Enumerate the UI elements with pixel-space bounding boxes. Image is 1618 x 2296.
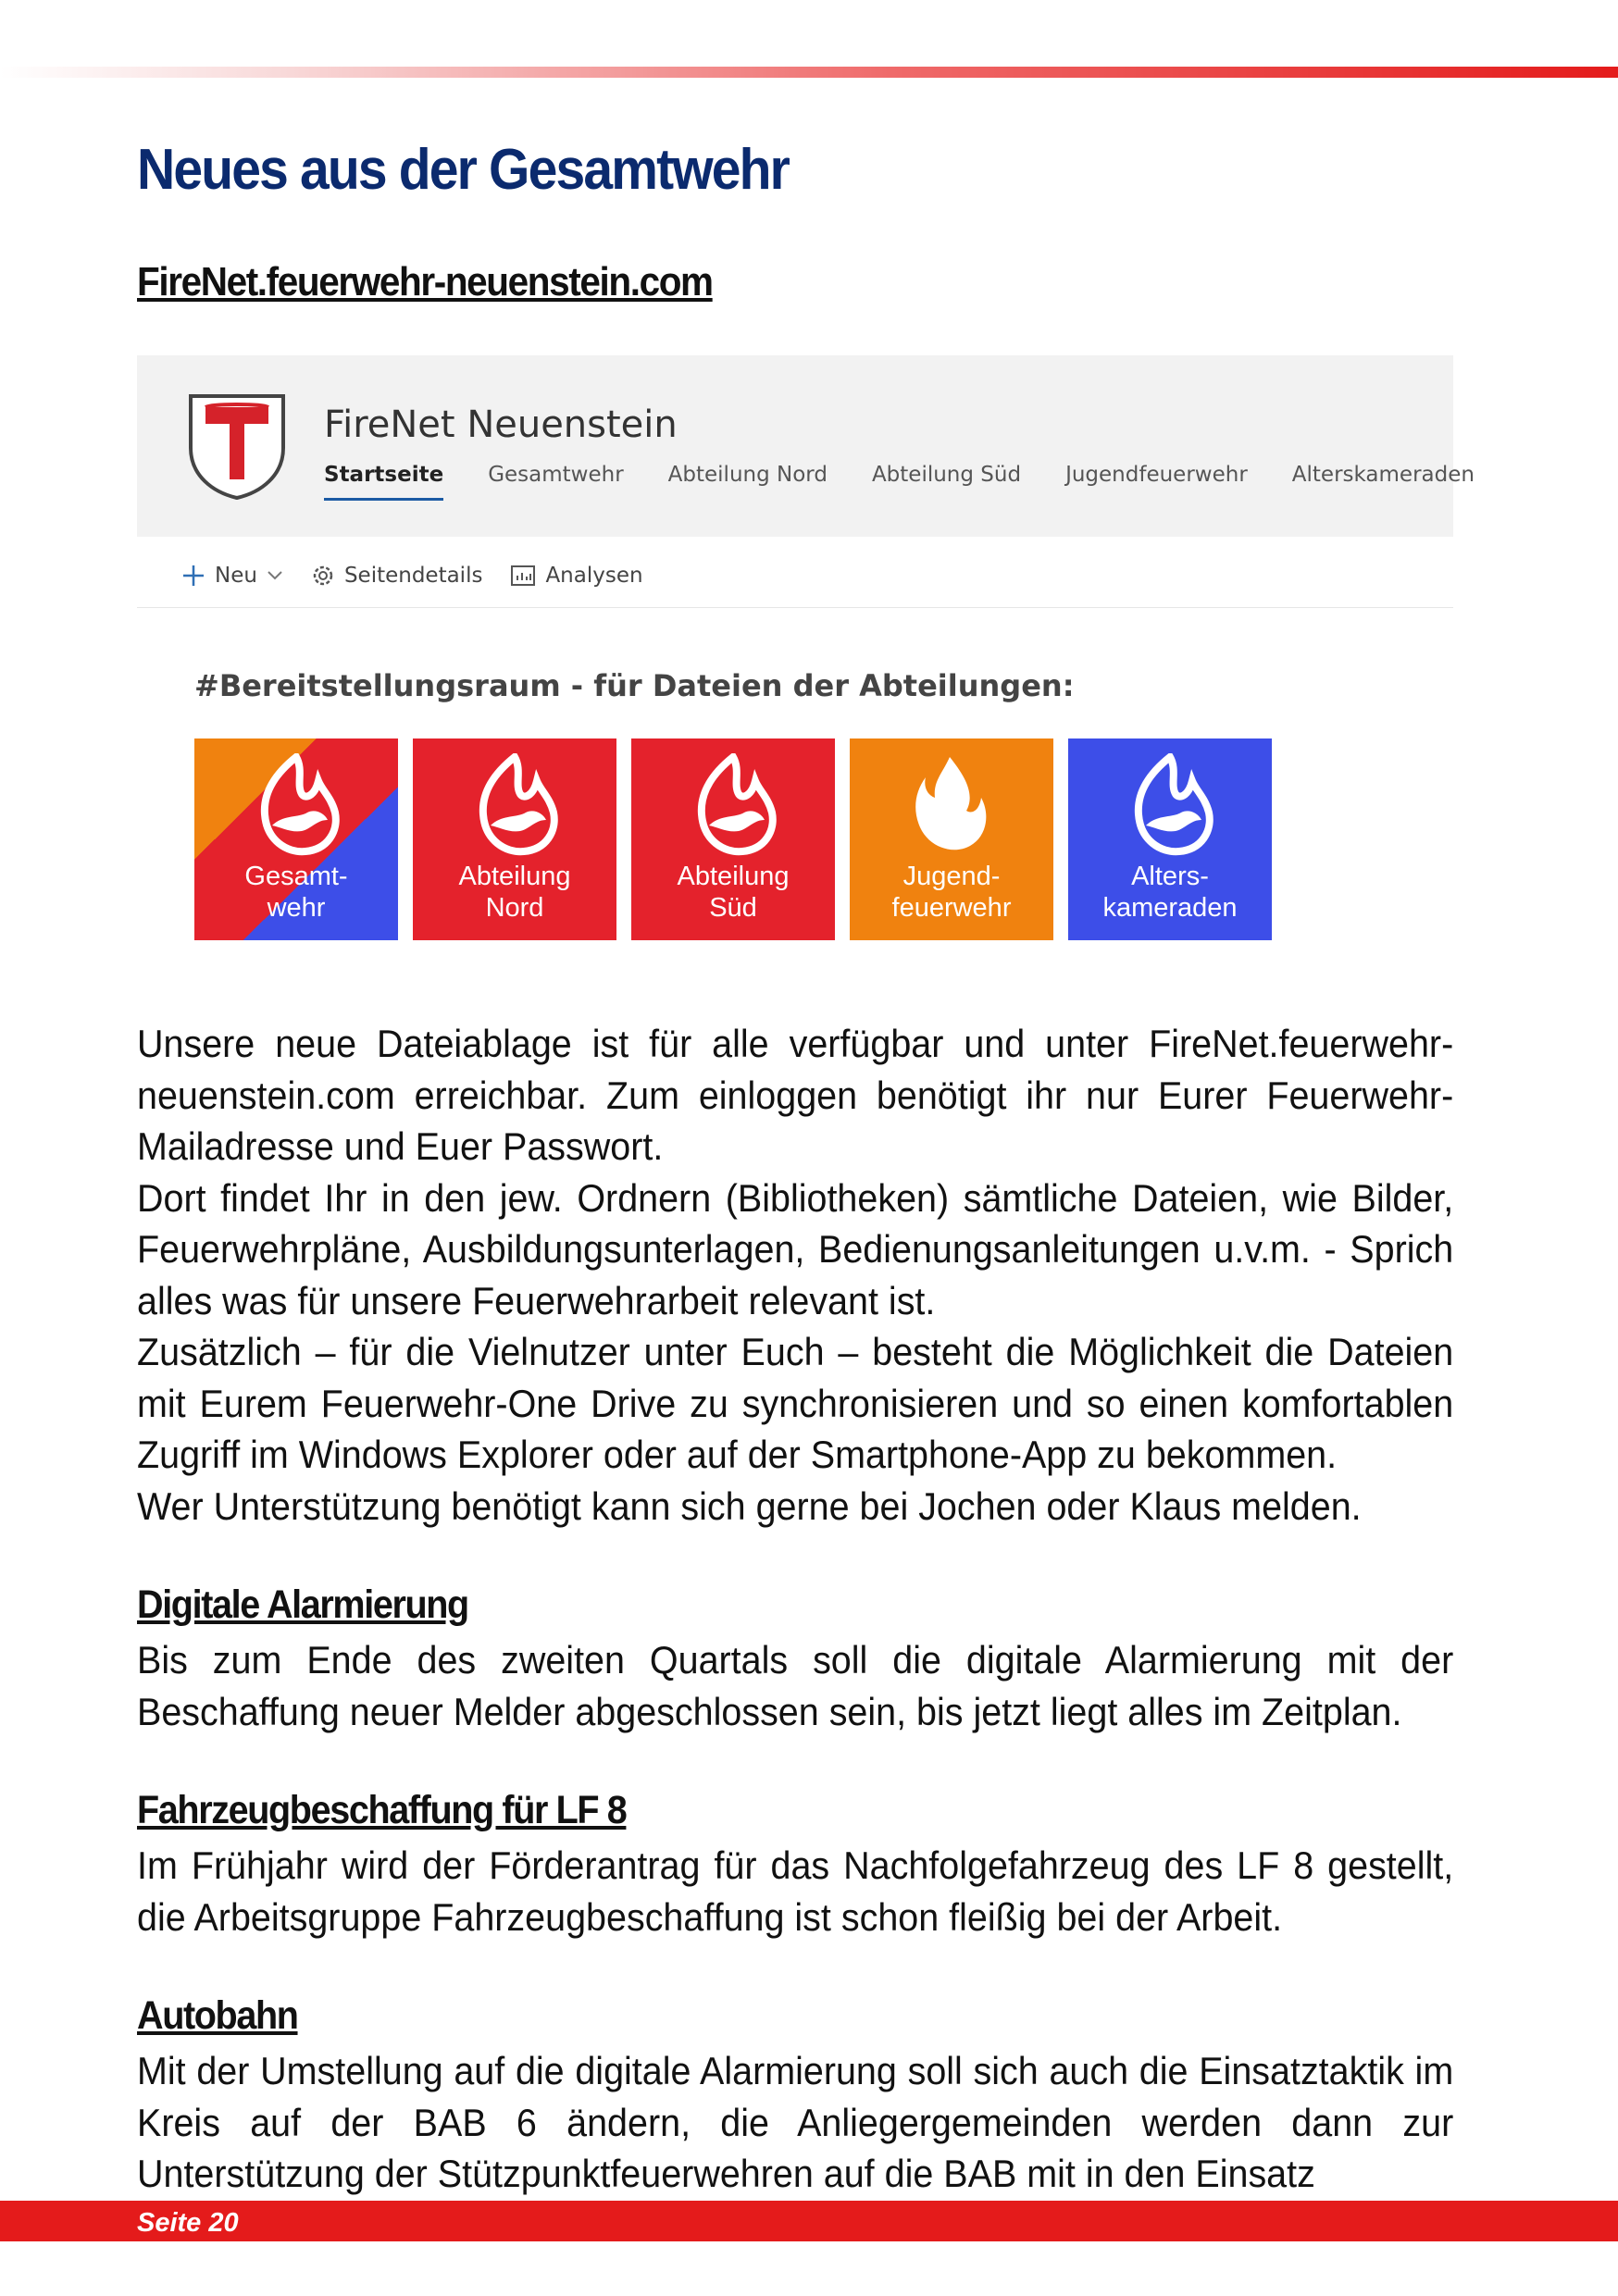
tab-gesamtwehr[interactable]: Gesamtwehr (488, 463, 624, 487)
paragraph: Mit der Umstellung auf die digitale Alarmierung soll sich auch die Einsatztaktik im Kreis auf der BAB 6 ändern, die Anliegergemeinden werden dann zur Unterstützung der Stützpunktfeuerwehren auf die BAB mit in den Einsatz (137, 2049, 1454, 2195)
section-autobahn-text (137, 2045, 1453, 2200)
tile-abteilung-sued[interactable] (631, 738, 835, 940)
site-header (137, 355, 1475, 537)
firenet-screenshot (137, 355, 1475, 948)
paragraph: Unsere neue Dateiablage ist für alle verfügbar und unter FireNet.feuerwehr-neuenstein.com erreichbar. Zum einloggen benötigt ihr nur Eurer Feuerwehr-Mailadresse und Euer Passwort. (137, 1022, 1454, 1168)
footer-bar (0, 2201, 1618, 2241)
section-fahrzeugbeschaffung-text (137, 1840, 1453, 1942)
site-navigation (324, 463, 1519, 501)
heading-autobahn: Autobahn (137, 1993, 298, 2038)
page-number: Seite 20 (137, 2208, 239, 2238)
tile-gesamtwehr[interactable] (194, 738, 398, 940)
new-button[interactable] (181, 564, 283, 588)
site-title: FireNet Neuenstein (324, 403, 678, 446)
tile-jugendfeuerwehr[interactable] (850, 738, 1053, 940)
flame-lion-icon (468, 753, 561, 857)
tile-label: Gesamt- wehr (244, 862, 348, 923)
page-details-label: Seitendetails (343, 564, 483, 588)
plus-icon (181, 564, 205, 588)
paragraph: Wer Unterstützung benötigt kann sich gerne bei Jochen oder Klaus melden. (137, 1483, 1362, 1528)
top-accent-bar (0, 67, 1618, 78)
paragraph: Bis zum Ende des zweiten Quartals soll die digitale Alarmierung mit der Beschaffung neuer Melder abgeschlossen sein, bis jetzt liegt alles im Zeitplan. (137, 1638, 1454, 1733)
flame-lion-icon (1124, 753, 1216, 857)
flame-lion-icon (250, 753, 342, 857)
heading-fahrzeugbeschaffung: Fahrzeugbeschaffung für LF 8 (137, 1788, 627, 1832)
section-heading-bereitstellungsraum: #Bereitstellungsraum - für Dateien der Abteilungen: (194, 668, 1075, 703)
flame-lion-icon (687, 753, 779, 857)
analytics-button[interactable] (510, 564, 642, 588)
chevron-down-icon (267, 570, 283, 581)
tab-abteilung-nord[interactable]: Abteilung Nord (667, 463, 828, 487)
tile-abteilung-nord[interactable] (413, 738, 616, 940)
page-title: Neues aus der Gesamtwehr (137, 138, 790, 202)
flame-icon (905, 753, 998, 857)
coat-of-arms-logo (185, 391, 289, 500)
paragraph: Dort findet Ihr in den jew. Ordnern (Bibliotheken) sämtliche Dateien, wie Bilder, Feuerwehrpläne, Ausbildungsunterlagen, Bedienungsanleitungen u.v.m. - Sprich alles was für unsere Feuerwehrarbeit relevant ist. (137, 1175, 1454, 1322)
command-bar (181, 557, 643, 594)
heading-digitale-alarmierung: Digitale Alarmierung (137, 1582, 468, 1627)
tab-startseite[interactable]: Startseite (324, 463, 443, 501)
firenet-description (137, 1018, 1453, 1532)
tab-alterskameraden[interactable]: Alterskameraden (1291, 463, 1475, 487)
department-tiles (194, 738, 1272, 940)
analytics-label: Analysen (545, 564, 643, 588)
tile-label: Jugend- feuerwehr (891, 862, 1012, 923)
paragraph: Zusätzlich – für die Vielnutzer unter Euch – besteht die Möglichkeit die Dateien mit Eurem Feuerwehr-One Drive zu synchronisieren und so einen komfortablen Zugriff im Windows Explorer oder auf der Smartphone-App zu bekommen. (137, 1330, 1454, 1476)
tab-abteilung-sued[interactable]: Abteilung Süd (871, 463, 1022, 487)
tile-label: Alters- kameraden (1102, 862, 1238, 923)
tile-label: Abteilung Nord (458, 862, 571, 923)
firenet-link-heading[interactable]: FireNet.feuerwehr-neuenstein.com (137, 259, 713, 304)
tile-label: Abteilung Süd (677, 862, 790, 923)
section-digitale-alarmierung-text (137, 1634, 1453, 1737)
command-bar-divider (137, 607, 1453, 608)
analytics-icon (510, 565, 536, 587)
gear-icon (311, 564, 335, 588)
new-label: Neu (215, 564, 257, 588)
paragraph: Im Frühjahr wird der Förderantrag für das Nachfolgefahrzeug des LF 8 gestellt, die Arbeitsgruppe Fahrzeugbeschaffung ist schon fleißig bei der Arbeit. (137, 1843, 1454, 1939)
page-details-button[interactable] (311, 564, 483, 588)
tile-alterskameraden[interactable] (1068, 738, 1272, 940)
tab-jugendfeuerwehr[interactable]: Jugendfeuerwehr (1065, 463, 1248, 487)
